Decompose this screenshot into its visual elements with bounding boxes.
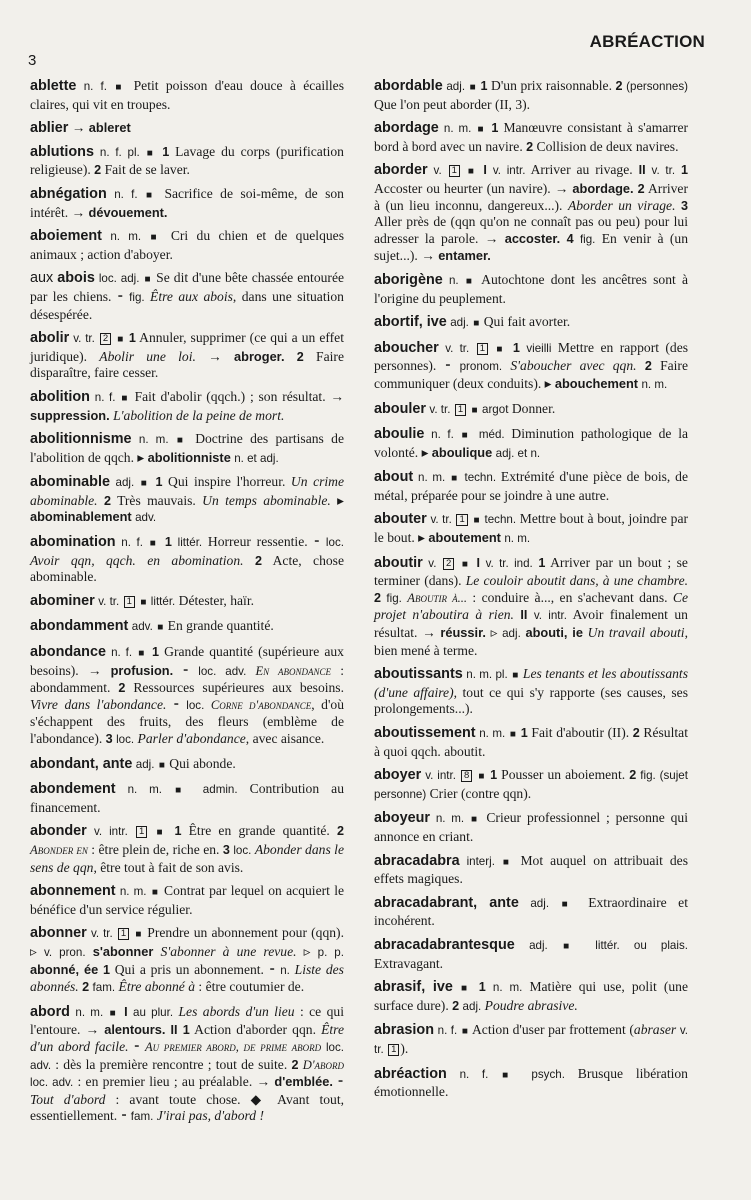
dictionary-entry: abominable adj. ■ 1 Qui inspire l'horreur. Un crime abominable. 2 Très mauvais. Un temps abominable. ▸ abominablement adv. <box>30 474 345 525</box>
dictionary-entry: abomination n. f. ■ 1 littér. Horreur ressentie. ⁃ loc. Avoir qqn, qqch. en abomination. 2 Acte, chose abominable. <box>30 534 344 585</box>
dictionary-entry: abordable adj. ■ 1 D'un prix raisonnable. 2 (personnes) Que l'on peut aborder (II, 3). <box>374 78 689 112</box>
dictionary-entry: abolir v. tr. 2 ■ 1 Annuler, supprimer (ce qui a un effet juridique). Abolir une loi. → abroger. 2 Faire disparaître, faire cesser. <box>30 330 344 381</box>
dictionary-entry: abracadabra interj. ■ Mot auquel on attribuait des effets magiques. <box>374 852 688 887</box>
dictionary-entry: abolition n. f. ■ Fait d'abolir (qqch.) ; son résultat. → suppression. L'abolition de la peine de mort. <box>30 388 345 423</box>
dictionary-entry: ablette n. f. ■ Petit poisson d'eau douce à écailles claires, qui vit en troupes. <box>30 78 345 112</box>
dictionary-entry: abrasif, ive ■ 1 n. m. Matière qui use, polit (une surface dure). 2 adj. Poudre abrasive. <box>374 979 688 1013</box>
dictionary-entry: aborder v. 1 ■ I v. intr. Arriver au rivage. II v. tr. 1 Accoster ou heurter (un navire). → abordage. 2 Arriver à (un lieu inconnu, dangereux...). Aborder un virage. 3 Aller près de (qqn qu'on ne connaît pas ou peu) pour lui adresser la parole. → accoster. 4 fig. En venir à (un sujet...). → entamer. <box>374 162 689 264</box>
dictionary-entry: aboucher v. tr. 1 ■ 1 vieilli Mettre en rapport (des personnes). ⁃ pronom. S'aboucher avec qqn. 2 Faire communiquer (deux conduits). ▸ abouchement n. m. <box>374 339 689 391</box>
dictionary-entry: abonner v. tr. 1 ■ Prendre un abonnement pour (qqn). ▹ v. pron. s'abonner S'abonner à une revue. ▹ p. p. abonné, ée 1 Qui a pris un abonnement. ⁃ n. Liste des abonnés. 2 fam. Être abonné à : être coutumier de. <box>30 925 344 995</box>
running-head: ABRÉACTION <box>589 32 705 51</box>
dictionary-entry: abrasion n. f. ■ Action d'user par frottement (abraser v. tr. 1 ). <box>374 1022 689 1056</box>
dictionary-entry: abracadabrantesque adj. ■ littér. ou plais. Extravagant. <box>374 936 688 971</box>
right-column <box>374 78 688 1108</box>
dictionary-entry: abondamment adv. ■ En grande quantité. <box>30 618 274 635</box>
left-column <box>30 78 344 1133</box>
dictionary-entry: aboutissants n. m. pl. ■ Les tenants et les aboutissants (d'une affaire), tout ce qui s'y rapporte (ses causes, ses prolongements...). <box>374 666 688 717</box>
dictionary-entry: abracadabrant, ante adj. ■ Extraordinaire et incohérent. <box>374 894 688 929</box>
dictionary-entry: about n. m. ■ techn. Extrémité d'une pièce de bois, de métal, préparée pour se joindre à une autre. <box>374 469 689 503</box>
dictionary-entry: aboyeur n. m. ■ Crieur professionnel ; personne qui annonce en criant. <box>374 810 688 844</box>
dictionary-entry: aboiement n. m. ■ Cri du chien et de quelques animaux ; action d'aboyer. <box>30 228 344 262</box>
dictionary-entry: ablier → ableret <box>30 120 131 137</box>
dictionary-entry: aborigène n. ■ Autochtone dont les ancêtres sont à l'origine du peuplement. <box>374 271 689 306</box>
dictionary-entry: aboyer v. intr. 8 ■ 1 Pousser un aboiement. 2 fig. (sujet personne) Crier (contre qqn). <box>374 767 688 801</box>
dictionary-entry: abord n. m. ■ I au plur. Les abords d'un lieu : ce qui l'entoure. → alentours. II 1 Action d'aborder qqn. Être d'un abord facile. ⁃ Au premier abord, de prime abord loc. adv. : dès la première rencontre ; tout de suite. 2 D'abord loc. adv. : en premier lieu ; au préalable. → d'emblée. ⁃ Tout d'abord : avant toute chose. ◆ Avant tout, essentiellement. ⁃ fam. J'irai pas, d'abord ! <box>30 1003 344 1124</box>
dictionary-entry: abouler v. tr. 1 ■ argot Donner. <box>374 400 556 417</box>
dictionary-entry: aux abois loc. adj. ■ Se dit d'une bête chassée entourée par les chiens. ⁃ fig. Être aux abois, dans une situation désespérée. <box>30 270 345 322</box>
dictionary-entry: abonder v. intr. 1 ■ 1 Être en grande quantité. 2 Abonder en : être plein de, riche en. 3 loc. Abonder dans le sens de qqn, être tout à fait de son avis. <box>30 823 344 875</box>
dictionary-entry: aboulie n. f. ■ méd. Diminution pathologique de la volonté. ▸ aboulique adj. et n. <box>374 426 688 460</box>
dictionary-entry: abominer v. tr. 1 ■ littér. Détester, haïr. <box>30 592 255 609</box>
dictionary-entry: abnégation n. f. ■ Sacrifice de soi-même, de son intérêt. → dévouement. <box>30 185 344 220</box>
dictionary-entry: abonnement n. m. ■ Contrat par lequel on acquiert le bénéfice d'un service régulier. <box>30 883 345 917</box>
dictionary-entry: abordage n. m. ■ 1 Manœuvre consistant à s'amarrer bord à bord avec un navire. 2 Collision de deux navires. <box>374 120 689 154</box>
page-number: 3 <box>28 52 37 69</box>
dictionary-entry: aboutissement n. m. ■ 1 Fait d'aboutir (II). 2 Résultat à quoi qqch. aboutit. <box>374 725 688 759</box>
dictionary-entry: abolitionnisme n. m. ■ Doctrine des partisans de l'abolition de qqch. ▸ abolitionniste n. et adj. <box>30 431 344 465</box>
dictionary-entry: ablutions n. f. pl. ■ 1 Lavage du corps (purification religieuse). 2 Fait de se laver. <box>30 143 344 178</box>
dictionary-entry: abréaction n. f. ■ psych. Brusque libération émotionnelle. <box>374 1065 688 1100</box>
dictionary-entry: abondance n. f. ■ 1 Grande quantité (supérieure aux besoins). → profusion. ⁃ loc. adv. En abondance : abondamment. 2 Ressources supérieures aux besoins. Vivre dans l'abondance. ⁃ loc. Corne d'abondance, d'où s'échappent des fruits, des fleurs (emblème de l'abondance). 3 loc. Parler d'abondance, avec aisance. <box>30 644 344 746</box>
dictionary-entry: abondement n. m. ■ admin. Contribution au financement. <box>30 781 344 815</box>
dictionary-entry: abondant, ante adj. ■ Qui abonde. <box>30 755 236 772</box>
dictionary-entry: aboutir v. 2 ■ I v. tr. ind. 1 Arriver par un bout ; se terminer (dans). Le couloir aboutit dans, à une chambre. 2 fig. Aboutir à... : conduire à..., en s'achevant dans. Ce projet n'aboutira à rien. II v. intr. Avoir finalement un résultat. → réussir. ▹ adj. abouti, ie Un travail abouti, bien mené à terme. <box>374 554 689 658</box>
dictionary-entry: abouter v. tr. 1 ■ techn. Mettre bout à bout, joindre par le bout. ▸ aboutement n. m. <box>374 511 689 546</box>
dictionary-entry: abortif, ive adj. ■ Qui fait avorter. <box>374 314 571 331</box>
